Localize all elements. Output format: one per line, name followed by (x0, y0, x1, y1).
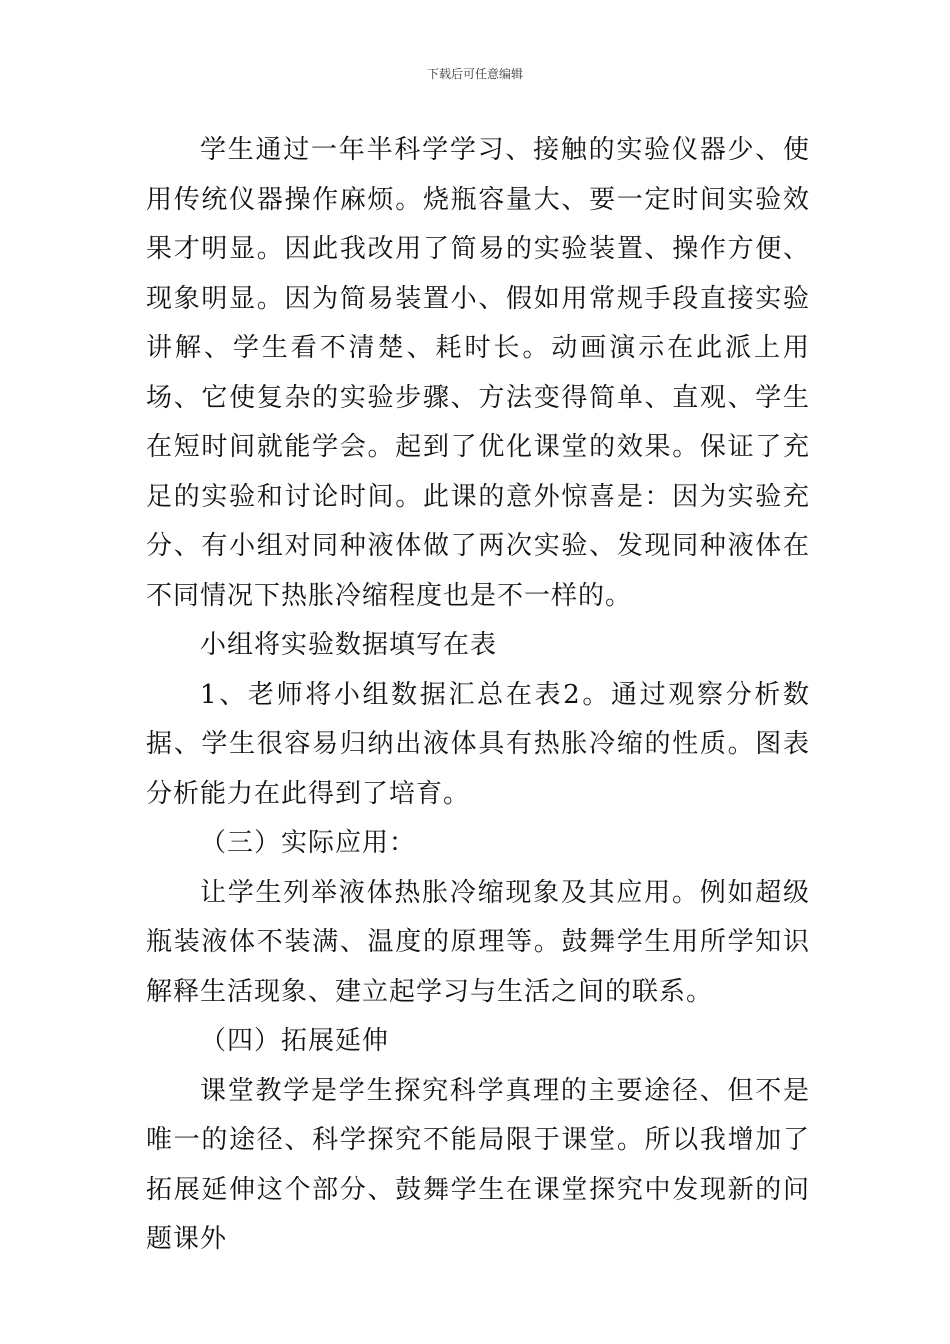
paragraph-extension: 课堂教学是学生探究科学真理的主要途径、但不是唯一的途径、科学探究不能局限于课堂。所以我增加了拓展延伸这个部分、鼓舞学生在课堂探究中发现新的问题课外 (146, 1075, 810, 1254)
section-heading-extension: （四）拓展延伸 (200, 1026, 390, 1056)
section-heading-application: （三）实际应用： (200, 828, 417, 858)
paragraph-teacher-summary: 1、老师将小组数据汇总在表2。通过观察分析数据、学生很容易归纳出液体具有热胀冷缩的性质。图表分析能力在此得到了培育。 (146, 679, 810, 809)
page-header: 下载后可任意编辑 (426, 67, 523, 81)
paragraph-group-table: 小组将实验数据填写在表 (200, 630, 498, 660)
paragraph-experiment-reflection: 学生通过一年半科学学习、接触的实验仪器少、使用传统仪器操作麻烦。烧瓶容量大、要一定时间实验效果才明显。因此我改用了简易的实验装置、操作方便、现象明显。因为简易装置小、假如用常规手段直接实验讲解、学生看不清楚、耗时长。动画演示在此派上用场、它使复杂的实验步骤、方法变得简单、直观、学生在短时间就能学会。起到了优化课堂的效果。保证了充足的实验和讨论时间。此课的意外惊喜是：因为实验充分、有小组对同种液体做了两次实验、发现同种液体在不同情况下热胀冷缩程度也是不一样的。 (146, 135, 810, 611)
paragraph-application: 让学生列举液体热胀冷缩现象及其应用。例如超级瓶装液体不装满、温度的原理等。鼓舞学生用所学知识解释生活现象、建立起学习与生活之间的联系。 (146, 877, 810, 1007)
document-body (146, 126, 810, 1265)
